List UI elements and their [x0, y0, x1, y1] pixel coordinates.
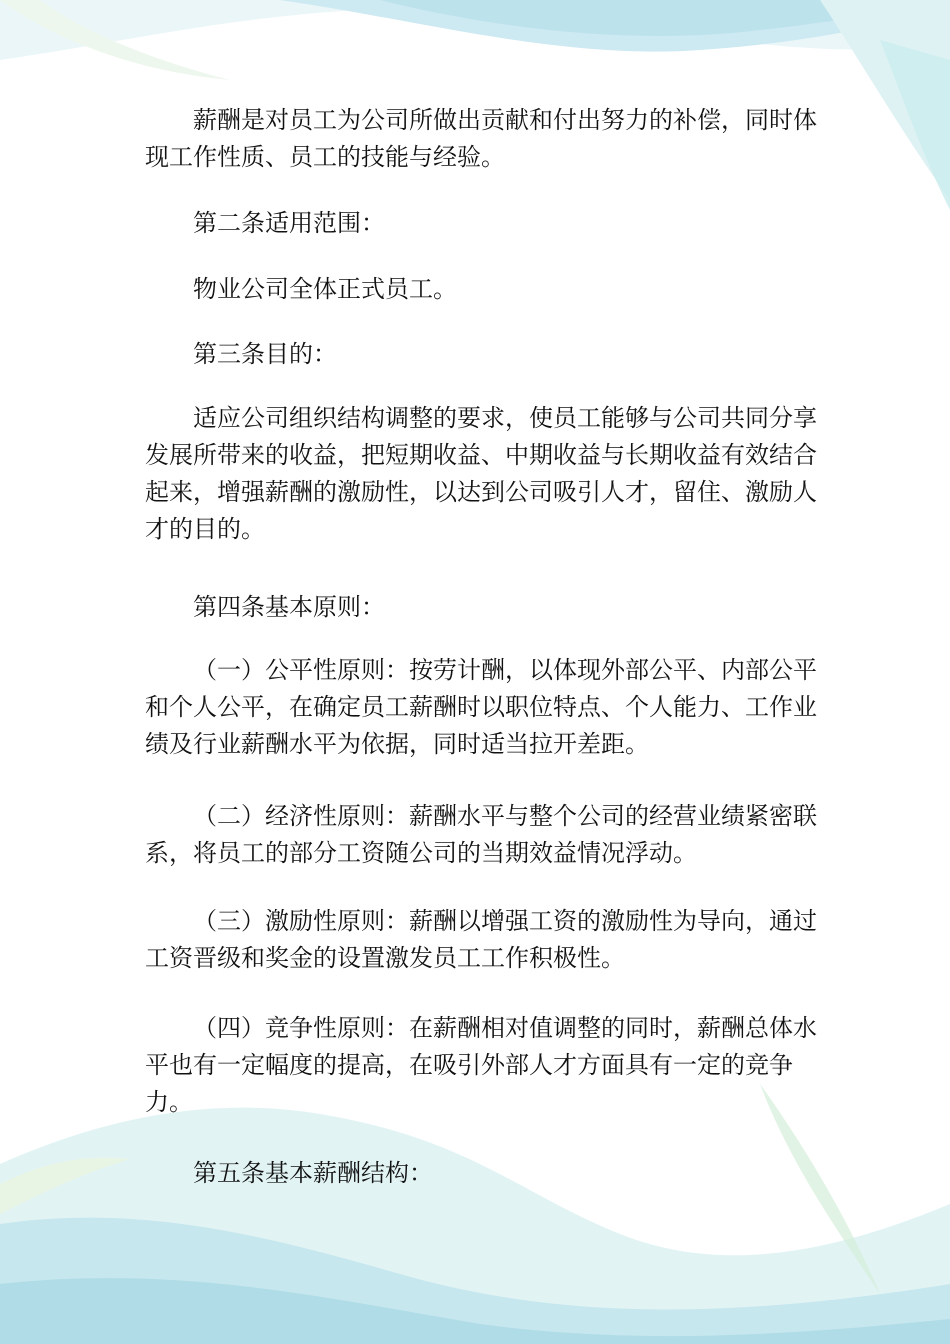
text-line: 发展所带来的收益，把短期收益、中期收益与长期收益有效结合 [145, 441, 817, 469]
text-line: 绩及行业薪酬水平为依据，同时适当拉开差距。 [145, 730, 649, 758]
paragraph-purpose [145, 400, 835, 548]
text-line: 工资晋级和奖金的设置激发员工工作积极性。 [145, 944, 625, 972]
heading-article-5-structure [145, 1155, 835, 1192]
text-line: 现工作性质、员工的技能与经验。 [145, 143, 505, 171]
paragraph-principle-incentive [145, 903, 835, 977]
text-line: 物业公司全体正式员工。 [193, 275, 457, 303]
paragraph-principle-competitiveness [145, 1010, 835, 1121]
text-line: 适应公司组织结构调整的要求，使员工能够与公司共同分享 [193, 404, 817, 432]
text-line: 第四条基本原则： [193, 593, 385, 621]
text-line: （一）公平性原则：按劳计酬，以体现外部公平、内部公平 [193, 656, 817, 684]
text-line: 起来，增强薪酬的激励性，以达到公司吸引人才，留住、激励人 [145, 478, 817, 506]
text-line: 第三条目的： [193, 340, 337, 368]
heading-article-4-principles [145, 589, 835, 626]
text-line: （三）激励性原则：薪酬以增强工资的激励性为导向，通过 [193, 907, 817, 935]
text-line: 系，将员工的部分工资随公司的当期效益情况浮动。 [145, 839, 697, 867]
text-line: 力。 [145, 1088, 193, 1116]
text-line: 才的目的。 [145, 515, 265, 543]
text-line: 平也有一定幅度的提高，在吸引外部人才方面具有一定的竞争 [145, 1051, 793, 1079]
text-line: 第二条适用范围： [193, 209, 385, 237]
text-line: 和个人公平，在确定员工薪酬时以职位特点、个人能力、工作业 [145, 693, 817, 721]
text-line: （二）经济性原则：薪酬水平与整个公司的经营业绩紧密联 [193, 802, 817, 830]
paragraph-principle-fairness [145, 652, 835, 763]
paragraph-principle-economy [145, 798, 835, 872]
heading-article-3-purpose [145, 336, 835, 373]
paragraph-scope [145, 271, 835, 308]
text-line: 第五条基本薪酬结构： [193, 1159, 433, 1187]
text-line: 薪酬是对员工为公司所做出贡献和付出努力的补偿，同时体 [193, 106, 817, 134]
text-line: （四）竞争性原则：在薪酬相对值调整的同时，薪酬总体水 [193, 1014, 817, 1042]
paragraph-compensation-definition [145, 102, 835, 176]
heading-article-2-scope [145, 205, 835, 242]
